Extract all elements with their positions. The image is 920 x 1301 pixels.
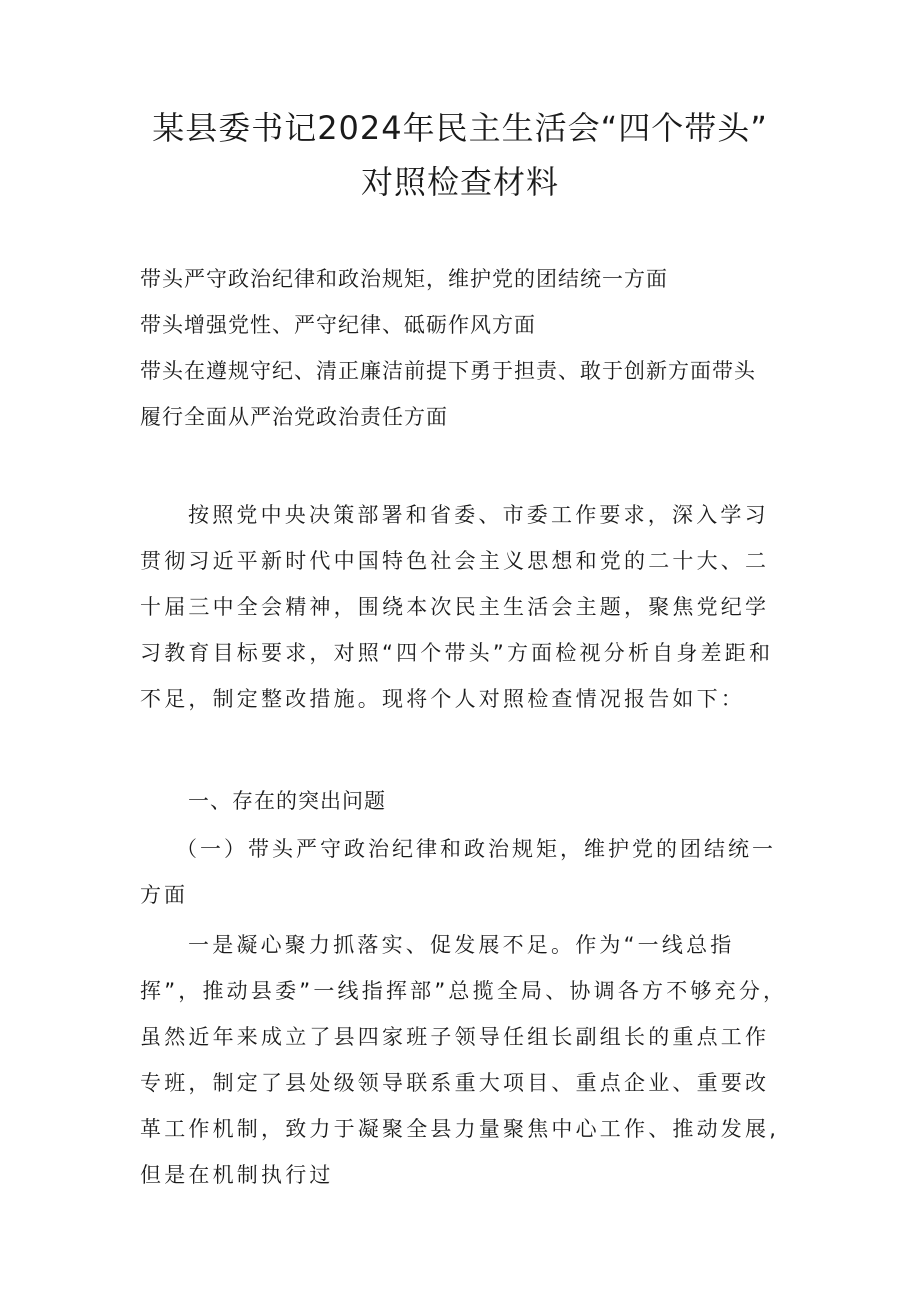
toc-item: 履行全面从严治党政治责任方面 [140,405,448,429]
document-title-line1: 某县委书记2024年民主生活会“四个带头” [152,109,768,147]
toc-item: 带头增强党性、严守纪律、砥砺作风方面 [140,313,536,337]
body-paragraph: 一是凝心聚力抓落实、促发展不足。作为“一线总指挥”，推动县委”一线指挥部”总揽全局、协调各方不够充分，虽然近年来成立了县四家班子领导任组长副组长的重点工作专班，制定了县处级领导联系重大项目、重点企业、重要改革工作机制，致力于凝聚全县力量聚焦中心工作、推动发展,但是在机制执行过 [140,933,788,1187]
subsection-heading: （一）带头严守政治纪律和政治规矩，维护党的团结统一方面 [140,837,776,907]
intro-paragraph: 按照党中央决策部署和省委、市委工作要求，深入学习贯彻习近平新时代中国特色社会主义思想和党的二十大、二十届三中全会精神，围绕本次民主生活会主题，聚焦党纪学习教育目标要求，对照“四个带头”方面检视分析自身差距和不足，制定整改措施。现将个人对照检查情况报告如下： [140,503,774,711]
document-title-line2: 对照检查材料 [360,163,559,201]
toc-item: 带头在遵规守纪、清正廉洁前提下勇于担责、敢于创新方面带头 [140,359,756,383]
section-heading: 一、存在的突出问题 [188,789,386,813]
toc-item: 带头严守政治纪律和政治规矩，维护党的团结统一方面 [140,267,668,291]
table-of-contents [140,256,800,440]
